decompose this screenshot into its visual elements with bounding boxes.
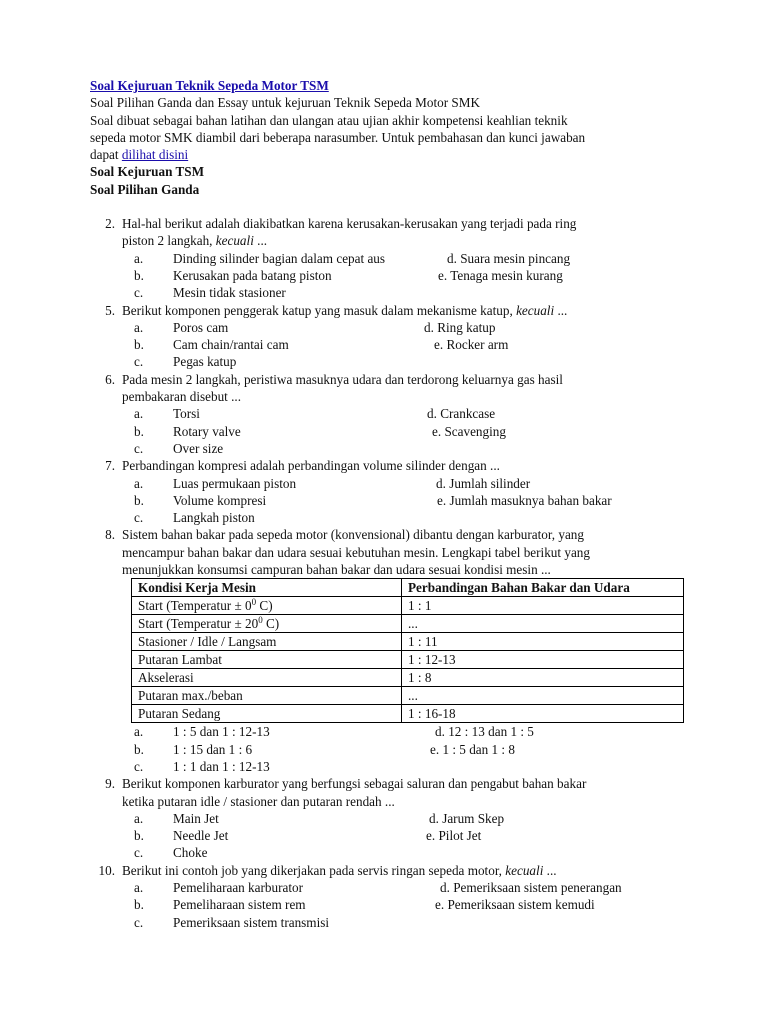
answer-option [90, 336, 690, 353]
option-text: Needle Jet [173, 828, 229, 844]
question-line [122, 232, 690, 249]
option-letter: c. [134, 510, 144, 526]
option-letter: c. [134, 758, 144, 774]
option-letter: c. [134, 285, 144, 301]
question-line [122, 793, 690, 810]
table-cell-condition [132, 687, 402, 705]
question-line: Sistem bahan bakar pada sepeda motor (konvensional) dibantu dengan karburator, yang [122, 527, 584, 543]
question-number: 8. [105, 527, 115, 543]
question-item [90, 457, 690, 474]
answer-option [90, 509, 690, 526]
question-text [122, 457, 690, 474]
table-row [132, 705, 684, 723]
question-line [122, 388, 690, 405]
document-page [90, 77, 690, 931]
option-text: Pemeliharaan karburator [173, 879, 303, 895]
intro-line: Soal dibuat sebagai bahan latihan dan ulangan atau ujian akhir kompetensi keahlian teknik [90, 112, 568, 128]
question-item [90, 526, 690, 578]
answer-option [90, 810, 690, 827]
answer-option [90, 440, 690, 457]
question-line: Berikut komponen karburator yang berfungsi sebagai saluran dan pengabut bahan bakar [122, 776, 587, 792]
question-text-part: pembakaran disebut ... [122, 389, 242, 405]
option-letter: b. [134, 267, 144, 283]
option-letter: c. [134, 845, 144, 861]
question-text-part: piston 2 langkah, [122, 233, 216, 249]
option-letter: a. [134, 724, 144, 740]
option-text-right: e. 1 : 5 dan 1 : 8 [430, 741, 515, 757]
option-text-right: d. Suara mesin pincang [447, 250, 571, 266]
question-text-part: Berikut ini contoh job yang dikerjakan pada servis ringan sepeda motor, [122, 862, 506, 878]
table-cell-condition [132, 705, 402, 723]
table-row [132, 669, 684, 687]
table-cell-ratio: 1 : 1 [402, 597, 684, 615]
question-text [122, 215, 690, 250]
table-cell-condition [132, 651, 402, 669]
condition-text: Stasioner / Idle / Langsam [138, 634, 277, 650]
option-letter: c. [134, 440, 144, 456]
question-text [122, 526, 690, 578]
superscript: 0 [251, 597, 257, 608]
answer-option [90, 879, 690, 896]
question-item [90, 215, 690, 250]
option-text-right: d. Jarum Skep [429, 810, 505, 826]
answer-option [90, 475, 690, 492]
table-row [132, 687, 684, 705]
intro-line: sepeda motor SMK diambil dari beberapa narasumber. Untuk pembahasan dan kunci jawaban [90, 129, 586, 145]
option-text: Luas permukaan piston [173, 475, 297, 491]
option-text: Pegas katup [173, 354, 237, 370]
option-letter: a. [134, 250, 144, 266]
table-cell-ratio: 1 : 8 [402, 669, 684, 687]
option-text: Pemeriksaan sistem transmisi [173, 914, 330, 930]
question-text-part: Perbandingan kompresi adalah perbandingan volume silinder dengan ... [122, 458, 500, 474]
question-line [122, 862, 690, 879]
question-line: Pada mesin 2 langkah, peristiwa masuknya udara dan terdorong keluarnya gas hasil [122, 371, 563, 387]
option-text: Dinding silinder bagian dalam cepat aus [173, 250, 386, 266]
answer-option [90, 250, 690, 267]
option-text-right: d. Ring katup [424, 319, 496, 335]
option-text: Main Jet [173, 810, 219, 826]
answer-key-link[interactable]: dilihat disini [121, 147, 189, 163]
option-text-right: e. Pemeriksaan sistem kemudi [435, 897, 595, 913]
section-heading: Soal Kejuruan TSM [90, 164, 205, 180]
option-letter: c. [134, 914, 144, 930]
option-text-right: d. Crankcase [427, 406, 496, 422]
option-text-right: e. Jumlah masuknya bahan bakar [437, 492, 612, 508]
option-text-right: e. Pilot Jet [426, 828, 482, 844]
table-row [132, 597, 684, 615]
option-letter: b. [134, 897, 144, 913]
question-italic: kecuali [215, 233, 254, 249]
table-row [132, 633, 684, 651]
option-letter: a. [134, 879, 144, 895]
condition-text: Start (Temperatur ± 20 [138, 616, 259, 632]
question-text-part: ketika putaran idle / stasioner dan putaran rendah ... [122, 793, 395, 809]
option-text: Volume kompresi [173, 492, 267, 508]
question-number: 7. [105, 458, 115, 474]
option-letter: b. [134, 741, 144, 757]
condition-text: Start (Temperatur ± 0 [138, 598, 252, 614]
question-text-part: ... [253, 233, 268, 249]
answer-option [90, 896, 690, 913]
question-text [122, 302, 690, 319]
answer-option [90, 844, 690, 861]
table-cell-condition [132, 669, 402, 687]
question-text-part: ... [543, 862, 557, 878]
condition-text: Putaran Sedang [138, 706, 221, 722]
option-text-right: e. Rocker arm [434, 337, 509, 353]
intro-line: dapat dilihat disini [90, 147, 189, 163]
table-row [132, 651, 684, 669]
option-text-right: e. Tenaga mesin kurang [438, 267, 563, 283]
subtitle: Soal Pilihan Ganda dan Essay untuk kejuruan Teknik Sepeda Motor SMK [90, 95, 481, 111]
option-text: Cam chain/rantai cam [173, 337, 289, 353]
option-text: Mesin tidak stasioner [173, 285, 286, 301]
question-item [90, 862, 690, 879]
section-heading: Soal Pilihan Ganda [90, 181, 200, 197]
option-text-right: d. 12 : 13 dan 1 : 5 [435, 724, 534, 740]
table-cell-condition [132, 633, 402, 651]
option-letter: a. [134, 406, 144, 422]
question-number: 9. [105, 776, 115, 792]
superscript: 0 [258, 615, 263, 626]
question-line [122, 302, 690, 319]
condition-text: Putaran max./beban [138, 688, 243, 704]
option-text-right: d. Jumlah silinder [436, 475, 531, 491]
table-cell-ratio: ... [402, 615, 684, 633]
option-text-right: d. Pemeriksaan sistem penerangan [440, 879, 622, 895]
option-text: Rotary valve [173, 423, 241, 439]
option-letter: a. [134, 319, 144, 335]
answer-option [90, 284, 690, 301]
option-letter: a. [134, 810, 144, 826]
question-text [122, 371, 690, 406]
answer-option [90, 741, 690, 758]
question-item [90, 775, 690, 810]
option-text: 1 : 5 dan 1 : 12-13 [173, 724, 270, 740]
answer-option [90, 267, 690, 284]
table-cell-ratio: 1 : 16-18 [402, 705, 684, 723]
answer-option [90, 405, 690, 422]
question-text-part: menunjukkan konsumsi campuran bahan bakar dan udara sesuai kondisi mesin ... [122, 562, 551, 578]
option-text: 1 : 15 dan 1 : 6 [173, 741, 253, 757]
condition-text: C) [262, 616, 280, 632]
question-item [90, 302, 690, 319]
question-line [122, 457, 690, 474]
condition-text: Akselerasi [138, 670, 194, 686]
answer-option [90, 353, 690, 370]
answer-option [90, 758, 690, 775]
option-text: Pemeliharaan sistem rem [173, 897, 306, 913]
answer-option [90, 723, 690, 740]
question-item [90, 371, 690, 406]
answer-option [90, 492, 690, 509]
table-cell-ratio: ... [402, 687, 684, 705]
answer-option [90, 914, 690, 931]
question-line: Hal-hal berikut adalah diakibatkan karena kerusakan-kerusakan yang terjadi pada ring [122, 216, 577, 232]
question-number: 5. [105, 302, 115, 318]
table-cell-condition [132, 597, 402, 615]
mixture-table [131, 578, 684, 723]
option-text: Poros cam [173, 319, 229, 335]
condition-text: Putaran Lambat [138, 652, 222, 668]
table-cell-ratio: 1 : 12-13 [402, 651, 684, 669]
table-cell-condition [132, 615, 402, 633]
option-text-right: e. Scavenging [432, 423, 506, 439]
question-number: 2. [105, 216, 115, 232]
option-letter: a. [134, 475, 144, 491]
option-letter: b. [134, 423, 144, 439]
question-text-part: Berikut komponen penggerak katup yang masuk dalam mekanisme katup, [122, 302, 517, 318]
title-link[interactable]: Soal Kejuruan Teknik Sepeda Motor TSM [90, 78, 329, 93]
question-text [122, 862, 690, 879]
option-text: 1 : 1 dan 1 : 12-13 [173, 758, 270, 774]
option-text: Over size [173, 440, 224, 456]
option-letter: b. [134, 492, 144, 508]
option-text: Torsi [173, 406, 200, 422]
answer-option [90, 319, 690, 336]
option-letter: b. [134, 828, 144, 844]
table-row [132, 615, 684, 633]
question-list [90, 215, 690, 931]
question-italic: kecuali [516, 302, 555, 318]
table-cell-ratio: 1 : 11 [402, 633, 684, 651]
question-italic: kecuali [505, 862, 544, 878]
table-header-cell: Kondisi Kerja Mesin [132, 579, 402, 597]
question-number: 6. [105, 371, 115, 387]
question-number: 10. [98, 862, 115, 878]
option-text: Langkah piston [173, 510, 255, 526]
question-line [122, 561, 690, 578]
condition-text: C) [256, 598, 273, 614]
question-text [122, 775, 690, 810]
answer-option [90, 423, 690, 440]
answer-option [90, 827, 690, 844]
question-line: mencampur bahan bakar dan udara sesuai kebutuhan mesin. Lengkapi tabel berikut yang [122, 544, 590, 560]
option-letter: c. [134, 354, 144, 370]
option-text: Kerusakan pada batang piston [173, 267, 332, 283]
option-text: Choke [173, 845, 208, 861]
table-header-row [132, 579, 684, 597]
table-header-cell: Perbandingan Bahan Bakar dan Udara [402, 579, 684, 597]
question-text-part: ... [554, 302, 568, 318]
option-letter: b. [134, 337, 144, 353]
